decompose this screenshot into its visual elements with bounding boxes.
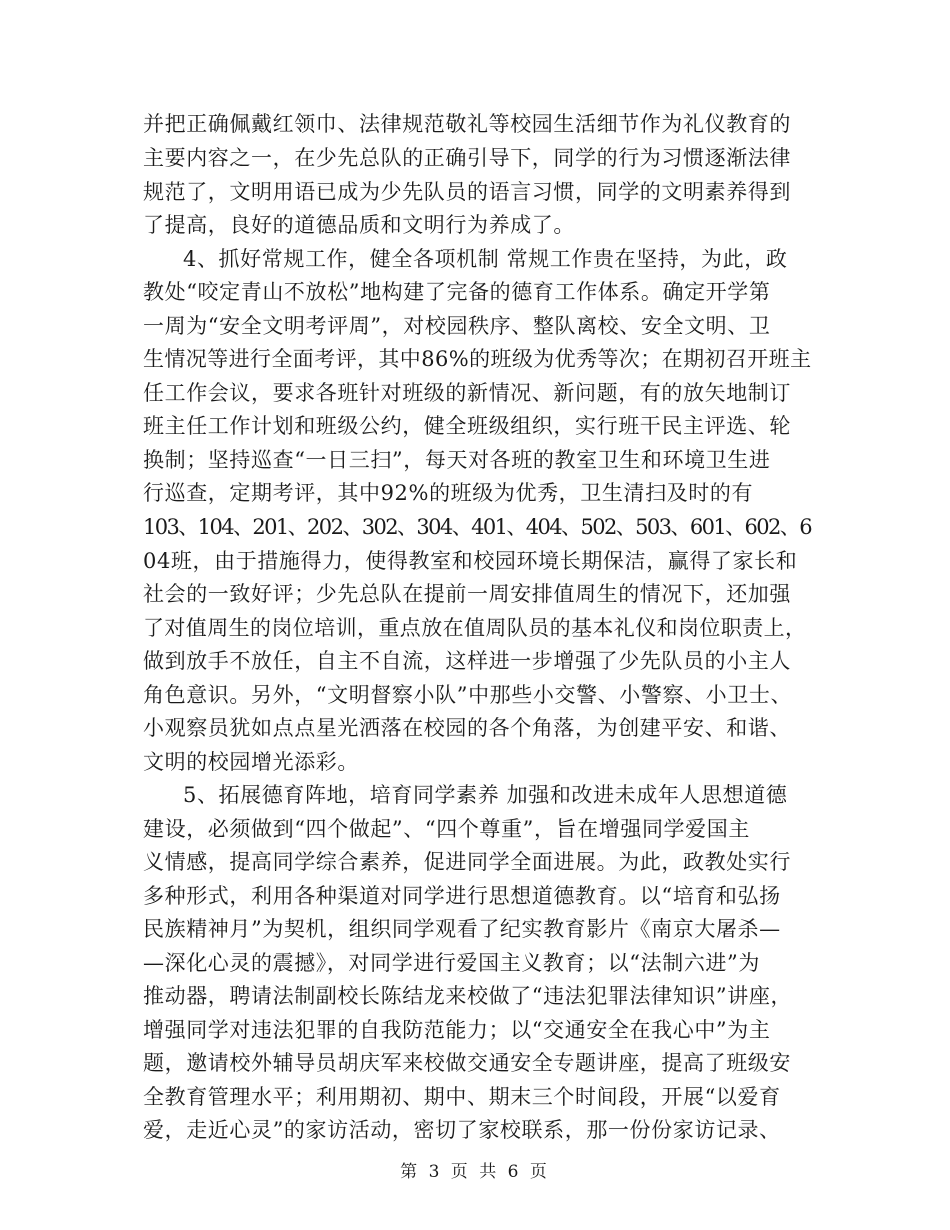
paragraph-4-start: 4、抓好常规工作，健全各项机制 常规工作贵在坚持，为此，政 (183, 247, 788, 271)
page-number-footer: 第 3 页 共 6 页 (400, 1162, 550, 1182)
body-line: 主要内容之一，在少先总队的正确引导下，同学的行为习惯逐渐法律 (143, 146, 791, 170)
body-line: 多种形式，利用各种渠道对同学进行思想道德教育。以“培育和弘扬 (143, 884, 781, 908)
body-line: 题，邀请校外辅导员胡庆军来校做交通安全专题讲座，提高了班级安 (143, 1051, 791, 1075)
body-line: 建设，必须做到“四个做起”、“四个尊重”，旨在增强同学爱国主 (143, 817, 750, 841)
body-line: 文明的校园增光添彩。 (143, 750, 359, 774)
body-line: 教处“咬定青山不放松”地构建了完备的德育工作体系。确定开学第 (143, 280, 771, 304)
body-line: 换制；坚持巡查“一日三扫”，每天对各班的教室卫生和环境卫生进 (143, 448, 771, 472)
body-line: 角色意识。另外，“文明督察小队”中那些小交警、小警察、小卫士、 (143, 683, 793, 707)
body-line: 了提高，良好的道德品质和文明行为养成了。 (143, 213, 575, 237)
body-line: 103、104、201、202、302、304、401、404、502、503、601、602、6 (143, 515, 811, 539)
body-line: 民族精神月”为契机，组织同学观看了纪实教育影片《南京大屠杀— (143, 917, 781, 941)
body-line: 了对值周生的岗位培训，重点放在值周队员的基本礼仪和岗位职责上， (143, 616, 807, 640)
body-line: 做到放手不放任，自主不自流，这样进一步增强了少先队员的小主人 (143, 649, 791, 673)
body-line: 并把正确佩戴红领巾、法律规范敬礼等校园生活细节作为礼仪教育的 (143, 112, 791, 136)
body-line: 爱，走近心灵”的家访活动，密切了家校联系，那一份份家访记录、 (143, 1118, 781, 1142)
body-line: 任工作会议，要求各班针对班级的新情况、新问题，有的放矢地制订 (143, 381, 791, 405)
body-line: 推动器，聘请法制副校长陈结龙来校做了“违法犯罪法律知识”讲座， (143, 984, 793, 1008)
body-line: 增强同学对违法犯罪的自我防范能力；以“交通安全在我心中”为主 (143, 1018, 771, 1042)
body-line: 生情况等进行全面考评，其中86%的班级为优秀等次；在期初召开班主 (143, 347, 812, 371)
body-line: 规范了，文明用语已成为少先队员的语言习惯，同学的文明素养得到 (143, 180, 791, 204)
body-line: 行巡查，定期考评，其中92%的班级为优秀，卫生清扫及时的有 (143, 481, 754, 505)
paragraph-5-start: 5、拓展德育阵地，培育同学素养 加强和改进未成年人思想道德 (183, 783, 788, 807)
body-line: 一周为“安全文明考评周”，对校园秩序、整队离校、安全文明、卫 (143, 314, 771, 338)
body-line: —深化心灵的震撼》，对同学进行爱国主义教育；以“法制六进”为 (143, 951, 760, 975)
body-line: 社会的一致好评；少先总队在提前一周安排值周生的情况下，还加强 (143, 582, 791, 606)
body-line: 04班，由于措施得力，使得教室和校园环境长期保洁，赢得了家长和 (143, 549, 798, 573)
body-line: 班主任工作计划和班级公约，健全班级组织，实行班干民主评选、轮 (143, 414, 791, 438)
body-line: 义情感，提高同学综合素养，促进同学全面进展。为此，政教处实行 (143, 850, 791, 874)
body-line: 小观察员犹如点点星光洒落在校园的各个角落，为创建平安、和谐、 (143, 716, 791, 740)
body-line: 全教育管理水平；利用期初、期中、期末三个时间段，开展“以爱育 (143, 1085, 781, 1109)
